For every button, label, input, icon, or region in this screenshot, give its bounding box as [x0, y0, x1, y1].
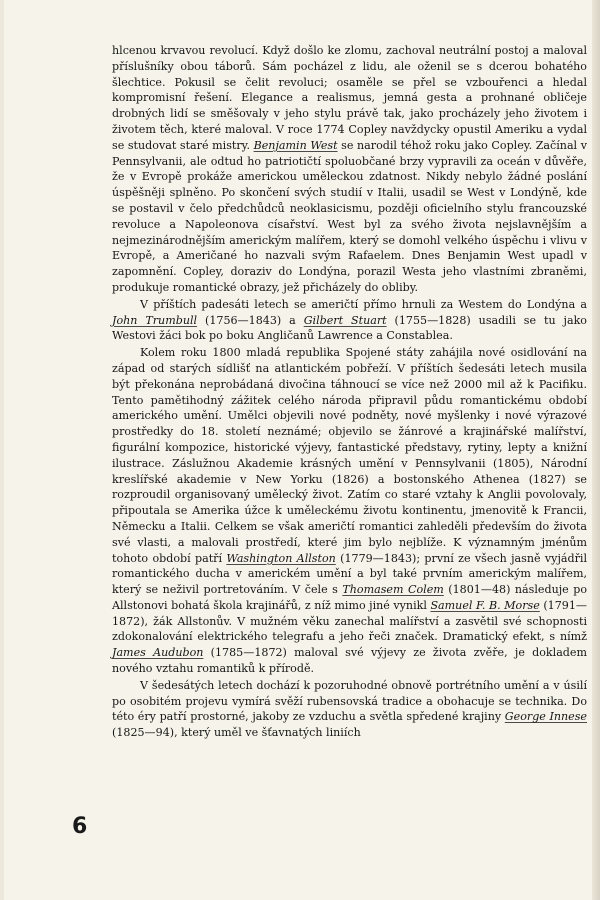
text-run: (1791—1872), žák Allstonův. V mužném věku zanechal malířství a zasvětil své schopnosti zdokonalování elektrického telegrafu a jeho řeči značek. Dramatický efekt, s nímž: [112, 598, 587, 644]
page-number: 6: [72, 814, 88, 839]
page-edge-right: [592, 0, 600, 900]
artist-name: Washington Allston: [226, 551, 336, 565]
text-run: V příštích padesáti letech se američtí přímo hrnuli za Westem do Londýna a: [140, 297, 587, 311]
paragraph-3: [112, 345, 587, 677]
text-run: hlcenou krvavou revolucí. Když došlo ke zlomu, zachoval neutrální postoj a maloval příslušníky obou táborů. Sám pocházel z lidu, ale oženil se s dcerou bohatého šlechtice. Pokusil se čelit revoluci; osaměle se přel se vzbouřenci a hledal kompromisní řešení. Elegance a realismus, jemná gesta a prohnané obličeje drobných lidí se směšovaly v jeho stylu právě tak, jako procházely jeho životem i životem těch, které maloval. V roce 1774 Copley navždycky opustil Ameriku a vydal se studovat staré mistry.: [112, 44, 587, 152]
text-run: (1755—1828) usadili se tu jako Westovi žáci bok po boku Angličanů Lawrence a Constablea.: [112, 313, 587, 343]
artist-name: Thomasem Colem: [342, 583, 444, 597]
paragraph-4: [112, 678, 587, 741]
artist-name: James Audubon: [112, 646, 204, 660]
body-text: [112, 43, 587, 741]
text-run: (1756—1843) a: [197, 313, 304, 327]
artist-name: John Trumbull: [112, 313, 198, 327]
page-edge-left: [0, 0, 4, 900]
artist-name: George Innese: [504, 710, 587, 724]
text-run: V šedesátých letech dochází k pozoruhodné obnově portrétního umění a v úsilí po osobitém projevu vymírá svěží rubensovská tradice a obohacuje se technika. Do této éry patří prostorné, jakoby ze vzduchu a světla spředené krajiny: [112, 678, 587, 724]
artist-name: Gilbert Stuart: [303, 313, 387, 327]
text-run: (1779—1843); první ze všech jasně vyjádřil romantického ducha v americkém umění a byl také prvním americkým malířem, který se neživil portretováním. V čele s: [112, 551, 588, 597]
paragraph-1: [112, 43, 587, 296]
artist-name: Samuel F. B. Morse: [430, 598, 540, 612]
artist-name: Benjamin West: [253, 138, 338, 152]
paragraph-2: [112, 297, 587, 344]
text-run: se narodil téhož roku jako Copley. Začínal v Pennsylvanii, ale odtud ho patriotičtí spoluobčané brzy vypravili za oceán v důvěře, že v Evropě prokáže americkou uměleckou zdatnost. Nikdy nebylo žádné poslání úspěšněji splněno. Po skončení svých studií v Italii, usadil se West v Londýně, kde se postavil v čelo předchůdců neoklasicismu, později oficielního stylu francouzské revoluce a Napoleonova císařství. West byl za svého života nejslavnějším a nejmezinárodnějším americkým malířem, který se domohl velkého úspěchu i vlivu v Evropě, a Američané ho nazvali svým Rafaelem. Dnes Benjamin West upadl v zapomnění. Copley, doraziv do Londýna, porazil Westa jeho vlastními zbraněmi, produkuje romantické obrazy, jež přicházely do obliby.: [112, 138, 587, 294]
text-run: (1785—1872) maloval své výjevy ze života zvěře, je dokladem nového vztahu romantiků k přírodě.: [112, 646, 587, 676]
text-run: (1801—48) následuje po Allstonovi bohatá škola krajinářů, z níž mimo jiné vynikl: [112, 583, 588, 612]
text-run: (1825—94), který uměl ve šťavnatých liniích: [112, 726, 361, 740]
text-run: Kolem roku 1800 mladá republika Spojené státy zahájila nové osidlování na západ od starých sídlišť na atlantickém pobřeží. V příštích šedesáti letech musila být překonána neprobádaná divočina táhnoucí se více než 2000 mil až k Pacifiku. Tento pamětihodný zážitek celého národa připravil půdu romantickému období amerického umění. Umělci objevili nové podněty, nové myšlenky i nové výrazové prostředky do 18. století neznámé; objevilo se žánrové a krajinářské malířství, figurální kompozice, historické výjevy, fantastické představy, rytiny, lepty a knižní ilustrace. Záslužnou Akademie krásných umění v Pennsylvanii (1805), Národní kreslířské akademie v New Yorku (1826) a bostonského Athenea (1827) se rozproudil organisovaný umělecký život. Zatím co staré vztahy k Anglii povolovaly, připoutala se Amerika úžce k uměleckému životu kontinentu, jmenovitě k Francii, Německu a Italii. Celkem se však američtí romantici zahleděli především do života své vlasti, a malovali prostředí, které jim bylo nejblíže. K významným jménům tohoto období patří: [112, 346, 587, 565]
